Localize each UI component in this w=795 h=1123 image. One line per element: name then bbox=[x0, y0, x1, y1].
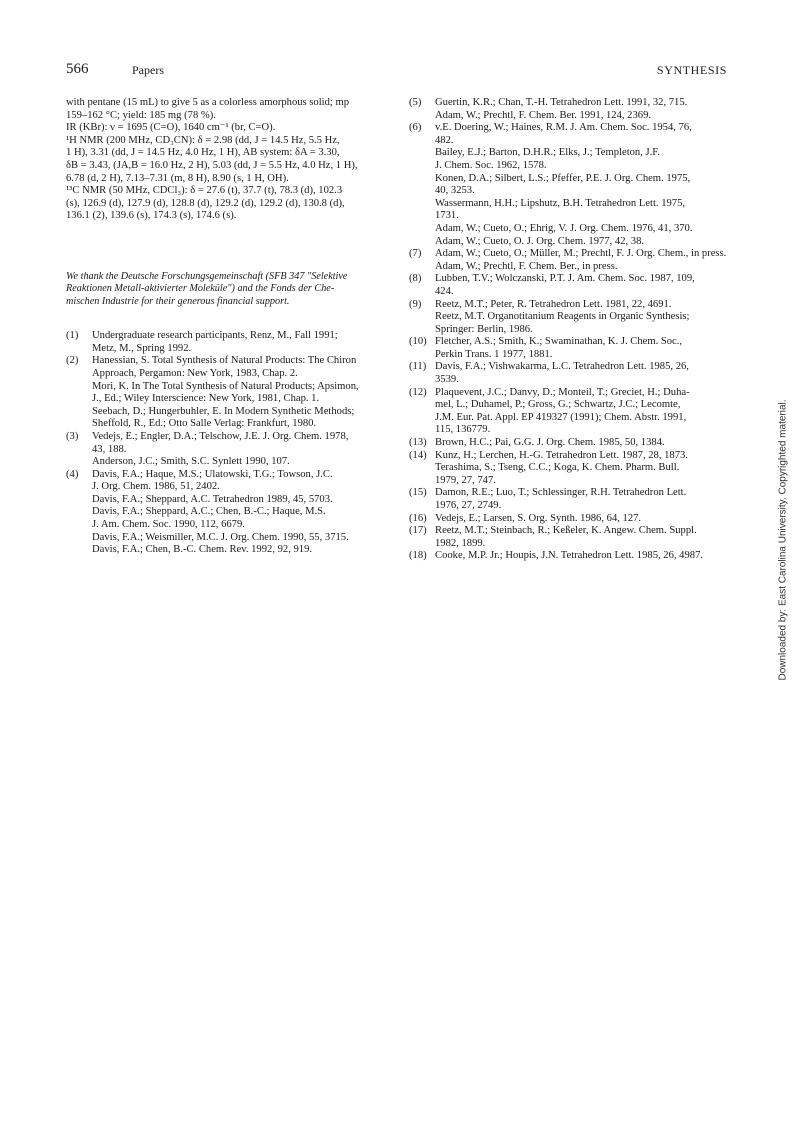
reference-item bbox=[409, 450, 727, 488]
reference-line: Fletcher, A.S.; Smith, K.; Swaminathan, K. J. Chem. Soc., bbox=[435, 336, 683, 348]
text-line: ¹³C NMR (50 MHz, CDCl₃): δ = 27.6 (t), 37.7 (t), 78.3 (d), 102.3 bbox=[66, 185, 343, 197]
reference-item bbox=[409, 248, 727, 273]
reference-line: Vedejs, E.; Larsen, S. Org. Synth. 1986, 64, 127. bbox=[435, 512, 642, 524]
reference-line: Davis, F.A.; Chen, B.-C. Chem. Rev. 1992, 92, 919. bbox=[92, 544, 313, 556]
reference-line: Davis, F.A.; Weismiller, M.C. J. Org. Chem. 1990, 55, 3715. bbox=[92, 531, 349, 543]
reference-number: (16) bbox=[409, 512, 427, 524]
text-line: IR (KBr): ν = 1695 (C=O), 1640 cm⁻¹ (br, C=O). bbox=[66, 122, 276, 134]
reference-line: Davis, F.A.; Sheppard, A.C. Tetrahedron 1989, 45, 5703. bbox=[92, 493, 333, 505]
journal-section: Papers bbox=[132, 63, 164, 77]
reference-line: 1731. bbox=[435, 210, 459, 222]
reference-line: 115, 136779. bbox=[435, 424, 491, 436]
reference-line: Damon, R.E.; Luo, T.; Schlessinger, R.H. Tetrahedron Lett. bbox=[435, 487, 687, 499]
reference-item bbox=[409, 97, 727, 122]
text-line: 1 H), 3.31 (dd, J = 14.5 Hz, 4.0 Hz, 1 H), AB system: δA = 3.30, bbox=[66, 147, 340, 159]
reference-line: Springer: Berlin, 1986. bbox=[435, 323, 533, 335]
reference-line: J. Org. Chem. 1986, 51, 2402. bbox=[92, 481, 220, 493]
reference-item bbox=[409, 122, 727, 248]
ack-line: We thank the Deutsche Forschungsgemeinschaft (SFB 347 "Selektive bbox=[66, 270, 348, 282]
text-line: with pentane (15 mL) to give 5 as a colorless amorphous solid; mp bbox=[66, 97, 350, 108]
reference-number: (10) bbox=[409, 336, 427, 348]
text-line: 136.1 (2), 139.6 (s), 174.3 (s), 174.6 (s). bbox=[66, 210, 237, 222]
reference-line: Vedejs, E.; Engler, D.A.; Telschow, J.E. J. Org. Chem. 1978, bbox=[92, 430, 349, 442]
reference-number: (14) bbox=[409, 449, 427, 461]
reference-number: (18) bbox=[409, 550, 427, 562]
references-left bbox=[66, 330, 382, 557]
reference-line: Davis, F.A.; Sheppard, A.C.; Chen, B.-C.; Haque, M.S. bbox=[92, 506, 326, 518]
reference-item bbox=[409, 336, 727, 361]
reference-item bbox=[409, 513, 727, 526]
reference-number: (5) bbox=[409, 97, 422, 108]
reference-line: Adam, W.; Cueto, O.; Ehrig, V. J. Org. Chem. 1976, 41, 370. bbox=[435, 222, 693, 234]
reference-line: J. Am. Chem. Soc. 1990, 112, 6679. bbox=[92, 519, 245, 531]
reference-line: Adam, W.; Cueto, O. J. Org. Chem. 1977, 42, 38. bbox=[435, 235, 645, 247]
reference-line: 1976, 27, 2749. bbox=[435, 500, 502, 511]
reference-item bbox=[409, 387, 727, 437]
reference-line: 1982, 1899. bbox=[435, 537, 486, 549]
reference-number: (9) bbox=[409, 298, 422, 310]
reference-line: Perkin Trans. 1 1977, 1881. bbox=[435, 348, 553, 360]
reference-number: (1) bbox=[66, 330, 79, 342]
reference-item bbox=[66, 355, 382, 431]
text-line: 6.78 (d, 2 H), 7.13–7.31 (m, 8 H), 8.90 (s, 1 H, OH). bbox=[66, 172, 289, 184]
reference-number: (2) bbox=[66, 355, 79, 367]
ack-line: Reaktionen Metall-aktivierter Moleküle") and the Fonds der Che- bbox=[66, 283, 335, 295]
ack-line: mischen Industrie for their generous financial support. bbox=[66, 295, 290, 307]
left-column bbox=[66, 97, 382, 557]
reference-item bbox=[66, 431, 382, 469]
reference-line: Reetz, M.T.; Steinbach, R.; Keßeler, K. Angew. Chem. Suppl. bbox=[435, 525, 697, 537]
reference-line: Konen, D.A.; Silbert, L.S.; Pfeffer, P.E. J. Org. Chem. 1975, bbox=[435, 172, 691, 184]
text-line: ¹H NMR (200 MHz, CD₃CN): δ = 2.98 (dd, J = 14.5 Hz, 5.5 Hz, bbox=[66, 134, 340, 146]
reference-line: 424. bbox=[435, 285, 454, 297]
experimental-text bbox=[66, 97, 382, 223]
reference-item bbox=[66, 469, 382, 557]
reference-line: Brown, H.C.; Pai, G.G. J. Org. Chem. 1985, 50, 1384. bbox=[435, 437, 665, 449]
reference-line: 482. bbox=[435, 134, 454, 146]
reference-line: J.M. Eur. Pat. Appl. EP 419327 (1991); Chem. Abstr. 1991, bbox=[435, 411, 687, 423]
reference-line: Plaquevent, J.C.; Danvy, D.; Monteil, T.; Greciet, H.; Duha- bbox=[435, 386, 690, 398]
reference-line: Lubben, T.V.; Wolczanski, P.T. J. Am. Chem. Soc. 1987, 109, bbox=[435, 273, 695, 285]
page-header bbox=[66, 61, 727, 81]
reference-line: Davis, F.A.; Vishwakarma, L.C. Tetrahedron Lett. 1985, 26, bbox=[435, 361, 689, 373]
download-watermark: Downloaded by: East Carolina University. Copyrighted material. bbox=[777, 399, 789, 681]
reference-item bbox=[409, 273, 727, 298]
reference-line: Davis, F.A.; Haque, M.S.; Ulatowski, T.G.; Towson, J.C. bbox=[92, 468, 333, 480]
reference-item bbox=[409, 487, 727, 512]
text-line: 159–162 °C; yield: 185 mg (78 %). bbox=[66, 109, 216, 121]
reference-line: mel, L.; Duhamel, P.; Gross, G.; Schwartz, J.C.; Lecomte, bbox=[435, 399, 681, 411]
reference-line: 40, 3253. bbox=[435, 185, 475, 197]
reference-line: Adam, W.; Prechtl, F. Chem. Ber., in press. bbox=[435, 260, 618, 272]
text-line: (s), 126.9 (d), 127.9 (d), 128.8 (d), 129.2 (d), 129.2 (d), 130.8 (d), bbox=[66, 197, 345, 209]
reference-line: 1979, 27, 747. bbox=[435, 474, 496, 486]
reference-line: Reetz, M.T. Organotitanium Reagents in Organic Synthesis; bbox=[435, 311, 690, 323]
reference-line: Wassermann, H.H.; Lipshutz, B.H. Tetrahedron Lett. 1975, bbox=[435, 197, 686, 209]
reference-item bbox=[409, 525, 727, 550]
acknowledgement bbox=[66, 271, 382, 308]
reference-line: Cooke, M.P. Jr.; Houpis, J.N. Tetrahedron Lett. 1985, 26, 4987. bbox=[435, 550, 704, 562]
reference-line: Sheffold, R., Ed.; Otto Salle Verlag: Frankfurt, 1980. bbox=[92, 418, 317, 430]
reference-line: Reetz, M.T.; Peter, R. Tetrahedron Lett. 1981, 22, 4691. bbox=[435, 298, 672, 310]
reference-line: Guertin, K.R.; Chan, T.-H. Tetrahedron Lett. 1991, 32, 715. bbox=[435, 97, 688, 108]
reference-item bbox=[409, 361, 727, 386]
reference-line: Anderson, J.C.; Smith, S.C. Synlett 1990, 107. bbox=[92, 456, 290, 468]
reference-line: J. Chem. Soc. 1962, 1578. bbox=[435, 159, 547, 171]
reference-number: (4) bbox=[66, 468, 79, 480]
reference-item bbox=[409, 550, 727, 563]
reference-line: Bailey, E.J.; Barton, D.H.R.; Elks, J.; Templeton, J.F. bbox=[435, 147, 660, 159]
reference-number: (7) bbox=[409, 248, 422, 260]
journal-name: SYNTHESIS bbox=[656, 63, 727, 77]
reference-line: Approach, Pergamon: New York, 1983, Chap. 2. bbox=[92, 367, 298, 379]
reference-number: (6) bbox=[409, 122, 422, 134]
references-right bbox=[409, 97, 727, 563]
reference-item bbox=[409, 437, 727, 450]
page-number: 566 bbox=[66, 61, 89, 77]
reference-line: Metz, M., Spring 1992. bbox=[92, 342, 192, 354]
reference-line: 43, 188. bbox=[92, 443, 127, 455]
reference-line: Undergraduate research participants, Renz, M., Fall 1991; bbox=[92, 330, 338, 342]
reference-line: Kunz, H.; Lerchen, H.-G. Tetrahedron Lett. 1987, 28, 1873. bbox=[435, 449, 688, 461]
reference-number: (3) bbox=[66, 430, 79, 442]
reference-item bbox=[409, 299, 727, 337]
reference-line: Adam, W.; Prechtl, F. Chem. Ber. 1991, 124, 2369. bbox=[435, 109, 652, 121]
reference-line: Seebach, D.; Hungerbuhler, E. In Modern Synthetic Methods; bbox=[92, 405, 355, 417]
reference-line: v.E. Doering, W.; Haines, R.M. J. Am. Chem. Soc. 1954, 76, bbox=[435, 122, 692, 134]
reference-line: Terashima, S.; Tseng, C.C.; Koga, K. Chem. Pharm. Bull. bbox=[435, 462, 680, 474]
reference-number: (17) bbox=[409, 525, 427, 537]
reference-number: (12) bbox=[409, 386, 427, 398]
reference-number: (8) bbox=[409, 273, 422, 285]
reference-line: 3539. bbox=[435, 374, 459, 386]
reference-line: Mori, K. In The Total Synthesis of Natural Products; Apsimon, bbox=[92, 380, 359, 392]
reference-number: (13) bbox=[409, 437, 427, 449]
reference-line: Hanessian, S. Total Synthesis of Natural Products: The Chiron bbox=[92, 355, 357, 367]
text-line: δB = 3.43, (JA,B = 16.0 Hz, 2 H), 5.03 (dd, J = 5.5 Hz, 4.0 Hz, 1 H), bbox=[66, 159, 358, 171]
reference-line: J., Ed.; Wiley Interscience: New York, 1981, Chap. 1. bbox=[92, 393, 320, 405]
reference-item bbox=[66, 330, 382, 355]
reference-number: (15) bbox=[409, 487, 427, 499]
reference-line: Adam, W.; Cueto, O.; Müller, M.; Prechtl, F. J. Org. Chem., in press. bbox=[435, 248, 727, 260]
reference-number: (11) bbox=[409, 361, 427, 373]
